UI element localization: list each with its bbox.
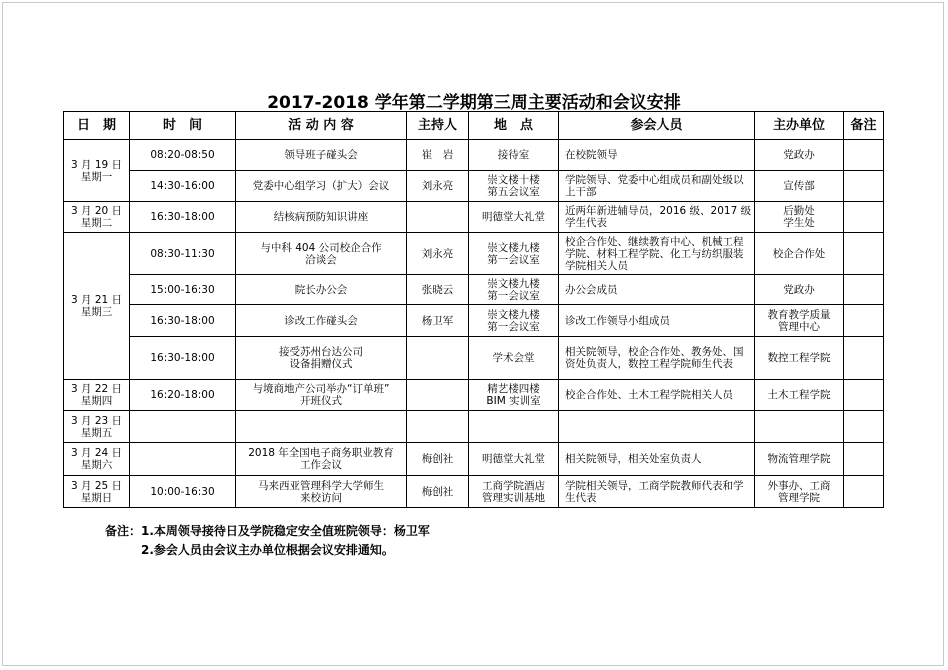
- date-cell: 3 月 22 日 星期四: [64, 380, 130, 411]
- organizer-cell: 外事办、工商 管理学院: [755, 476, 844, 508]
- note-cell: [844, 380, 884, 411]
- time-cell: 14:30-16:00: [130, 171, 236, 202]
- location-cell: 明德堂大礼堂: [469, 443, 559, 476]
- activity-cell: 接受苏州台达公司 设备捐赠仪式: [236, 337, 407, 380]
- date-cell: 3 月 23 日 星期五: [64, 411, 130, 443]
- note-cell: [844, 275, 884, 305]
- host-cell: [407, 202, 469, 233]
- header-location: 地 点: [469, 112, 559, 140]
- table-row: [64, 337, 884, 380]
- note-cell: [844, 305, 884, 337]
- table-row: [64, 140, 884, 171]
- attendees-cell: 办公会成员: [559, 275, 755, 305]
- date-cell: 3 月 19 日 星期一: [64, 140, 130, 202]
- organizer-cell: 后勤处 学生处: [755, 202, 844, 233]
- activity-cell: 领导班子碰头会: [236, 140, 407, 171]
- time-cell: 16:30-18:00: [130, 305, 236, 337]
- note-cell: [844, 337, 884, 380]
- table-header-row: [64, 112, 884, 140]
- host-cell: 杨卫军: [407, 305, 469, 337]
- table-row: [64, 443, 884, 476]
- time-cell: 08:20-08:50: [130, 140, 236, 171]
- attendees-cell: 学院相关领导，工商学院教师代表和学生代表: [559, 476, 755, 508]
- location-cell: 明德堂大礼堂: [469, 202, 559, 233]
- organizer-cell: 土木工程学院: [755, 380, 844, 411]
- table-row: [64, 171, 884, 202]
- activity-cell: 诊改工作碰头会: [236, 305, 407, 337]
- note-cell: [844, 171, 884, 202]
- location-cell: 接待室: [469, 140, 559, 171]
- note-cell: [844, 443, 884, 476]
- note-cell: [844, 476, 884, 508]
- organizer-cell: 党政办: [755, 140, 844, 171]
- host-cell: 刘永亮: [407, 233, 469, 275]
- activity-cell: 马来西亚管理科学大学师生 来校访问: [236, 476, 407, 508]
- attendees-cell: 校企合作处、土木工程学院相关人员: [559, 380, 755, 411]
- host-cell: 梅创社: [407, 476, 469, 508]
- host-cell: [407, 380, 469, 411]
- time-cell: 08:30-11:30: [130, 233, 236, 275]
- organizer-cell: 党政办: [755, 275, 844, 305]
- location-cell: 崇文楼十楼 第五会议室: [469, 171, 559, 202]
- date-cell: 3 月 21 日 星期三: [64, 233, 130, 380]
- table-row: [64, 233, 884, 275]
- attendees-cell: 诊改工作领导小组成员: [559, 305, 755, 337]
- table-row: [64, 380, 884, 411]
- note-cell: [844, 411, 884, 443]
- time-cell: 10:00-16:30: [130, 476, 236, 508]
- page-title: 2017-2018 学年第二学期第三周主要活动和会议安排: [267, 93, 681, 113]
- header-time: 时 间: [130, 112, 236, 140]
- header-host: 主持人: [407, 112, 469, 140]
- organizer-cell: 宣传部: [755, 171, 844, 202]
- host-cell: 张晓云: [407, 275, 469, 305]
- table-row: [64, 476, 884, 508]
- table-row: [64, 275, 884, 305]
- time-cell: [130, 411, 236, 443]
- activity-cell: [236, 411, 407, 443]
- table-row: [64, 411, 884, 443]
- activity-cell: 2018 年全国电子商务职业教育 工作会议: [236, 443, 407, 476]
- note-line-2: 2.参会人员由会议主办单位根据会议安排通知。: [141, 543, 394, 557]
- organizer-cell: 数控工程学院: [755, 337, 844, 380]
- note-cell: [844, 233, 884, 275]
- location-cell: 精艺楼四楼 BIM 实训室: [469, 380, 559, 411]
- header-organizer: 主办单位: [755, 112, 844, 140]
- host-cell: 刘永亮: [407, 171, 469, 202]
- activity-cell: 与中科 404 公司校企合作 洽谈会: [236, 233, 407, 275]
- activity-cell: 结核病预防知识讲座: [236, 202, 407, 233]
- attendees-cell: 在校院领导: [559, 140, 755, 171]
- activity-cell: 与境商地产公司举办“订单班” 开班仪式: [236, 380, 407, 411]
- note-cell: [844, 140, 884, 171]
- organizer-cell: 教育教学质量 管理中心: [755, 305, 844, 337]
- activity-cell: 院长办公会: [236, 275, 407, 305]
- attendees-cell: 相关院领导，相关处室负责人: [559, 443, 755, 476]
- date-cell: 3 月 20 日 星期二: [64, 202, 130, 233]
- time-cell: 15:00-16:30: [130, 275, 236, 305]
- notes: [105, 522, 430, 560]
- organizer-cell: 校企合作处: [755, 233, 844, 275]
- attendees-cell: 相关院领导，校企合作处、教务处、国资处负责人，数控工程学院师生代表: [559, 337, 755, 380]
- host-cell: [407, 411, 469, 443]
- time-cell: 16:20-18:00: [130, 380, 236, 411]
- header-date: 日 期: [64, 112, 130, 140]
- attendees-cell: [559, 411, 755, 443]
- attendees-cell: 学院领导、党委中心组成员和副处级以上干部: [559, 171, 755, 202]
- location-cell: 崇文楼九楼 第一会议室: [469, 305, 559, 337]
- host-cell: 崔 岩: [407, 140, 469, 171]
- time-cell: [130, 443, 236, 476]
- time-cell: 16:30-18:00: [130, 337, 236, 380]
- location-cell: [469, 411, 559, 443]
- attendees-cell: 近两年新进辅导员，2016 级、2017 级学生代表: [559, 202, 755, 233]
- note-cell: [844, 202, 884, 233]
- location-cell: 崇文楼九楼 第一会议室: [469, 275, 559, 305]
- activity-cell: 党委中心组学习（扩大）会议: [236, 171, 407, 202]
- host-cell: [407, 337, 469, 380]
- time-cell: 16:30-18:00: [130, 202, 236, 233]
- table-row: [64, 202, 884, 233]
- header-activity: 活 动 内 容: [236, 112, 407, 140]
- header-attendees: 参会人员: [559, 112, 755, 140]
- date-cell: 3 月 24 日 星期六: [64, 443, 130, 476]
- location-cell: 崇文楼九楼 第一会议室: [469, 233, 559, 275]
- schedule-table: [63, 111, 884, 508]
- note-line-1: 备注：1.本周领导接待日及学院稳定安全值班院领导：杨卫军: [105, 524, 430, 538]
- organizer-cell: 物流管理学院: [755, 443, 844, 476]
- header-note: 备注: [844, 112, 884, 140]
- location-cell: 学术会堂: [469, 337, 559, 380]
- attendees-cell: 校企合作处、继续教育中心、机械工程学院、材料工程学院、化工与纺织服装学院相关人员: [559, 233, 755, 275]
- organizer-cell: [755, 411, 844, 443]
- date-cell: 3 月 25 日 星期日: [64, 476, 130, 508]
- location-cell: 工商学院酒店 管理实训基地: [469, 476, 559, 508]
- host-cell: 梅创社: [407, 443, 469, 476]
- table-row: [64, 305, 884, 337]
